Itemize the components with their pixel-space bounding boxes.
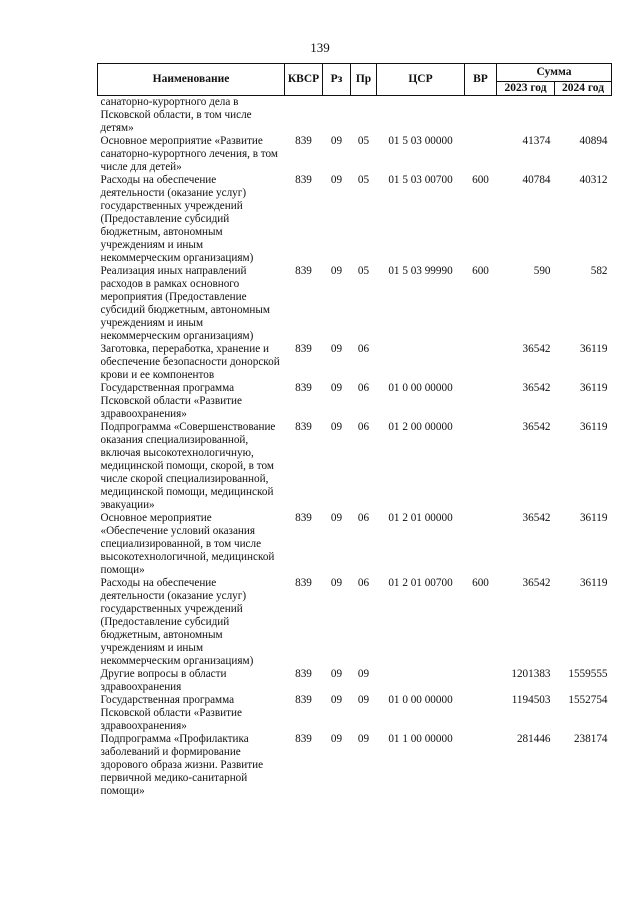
row-2024 [555, 96, 612, 136]
row-name: Заготовка, переработка, хранение и обеспечение безопасности донорской крови и ее компонентов [100, 343, 280, 381]
row-2023: 36542 [522, 421, 551, 433]
row-vr [465, 421, 497, 512]
row-2023: 40784 [522, 174, 551, 186]
table-body [98, 96, 612, 799]
row-csr: 01 5 03 00700 [388, 174, 453, 186]
header-kvsr: КВСР [285, 64, 323, 96]
row-pr: 06 [357, 382, 370, 394]
header-name: Наименование [98, 64, 285, 96]
row-rz: 09 [330, 512, 343, 524]
row-csr: 01 0 00 00000 [388, 694, 453, 706]
row-2023: 36542 [522, 577, 551, 589]
row-vr: 600 [472, 174, 489, 186]
row-2024: 1552754 [568, 694, 608, 706]
row-pr: 05 [357, 174, 370, 186]
row-kvsr: 839 [295, 421, 312, 433]
table-row [98, 421, 612, 512]
row-name: Основное мероприятие «Развитие санаторно-курортного лечения, в том числе для детей» [100, 135, 278, 173]
row-kvsr [285, 96, 323, 136]
row-2023: 1201383 [511, 668, 551, 680]
row-name: Государственная программа Псковской области «Развитие здравоохранения» [100, 382, 242, 420]
table-row [98, 343, 612, 382]
row-2024: 40312 [579, 174, 608, 186]
row-csr: 01 5 03 00000 [388, 135, 453, 147]
row-kvsr: 839 [295, 733, 312, 745]
row-vr: 600 [472, 265, 489, 277]
row-csr: 01 2 01 00700 [388, 577, 453, 589]
row-name: Подпрограмма «Профилактика заболеваний и формирование здорового образа жизни. Развитие первичной медико-санитарной помощи» [100, 733, 264, 797]
table-row [98, 382, 612, 421]
table-row [98, 512, 612, 577]
table-row [98, 694, 612, 733]
row-vr [465, 343, 497, 382]
row-rz: 09 [330, 265, 343, 277]
row-2023: 36542 [522, 512, 551, 524]
row-csr [377, 668, 465, 694]
row-vr: 600 [472, 577, 489, 589]
row-csr: 01 0 00 00000 [388, 382, 453, 394]
row-vr [465, 694, 497, 733]
row-rz: 09 [330, 668, 343, 680]
table-row [98, 668, 612, 694]
header-2024: 2024 год [555, 82, 612, 96]
row-csr: 01 2 01 00000 [388, 512, 453, 524]
row-csr [377, 343, 465, 382]
row-pr: 09 [357, 668, 370, 680]
row-kvsr: 839 [295, 174, 312, 186]
row-2024: 238174 [573, 733, 608, 745]
row-kvsr: 839 [295, 694, 312, 706]
row-rz: 09 [330, 382, 343, 394]
row-csr [377, 96, 465, 136]
row-vr [465, 135, 497, 174]
row-kvsr: 839 [295, 382, 312, 394]
table-row [98, 733, 612, 798]
header-sum: Сумма [497, 64, 612, 82]
row-2023: 41374 [522, 135, 551, 147]
row-2024: 582 [590, 265, 608, 277]
page-number: 139 [310, 40, 330, 55]
row-vr [465, 733, 497, 798]
row-csr: 01 2 00 00000 [388, 421, 453, 433]
row-2023: 1194503 [511, 694, 551, 706]
table-row [98, 265, 612, 343]
row-2024: 36119 [579, 421, 608, 433]
row-pr: 09 [357, 694, 370, 706]
row-rz: 09 [330, 577, 343, 589]
row-name: Основное мероприятие «Обеспечение условий оказания специализированной, в том числе высокотехнологичной, медицинской помощи» [100, 512, 275, 576]
row-rz [323, 96, 351, 136]
row-pr [351, 96, 377, 136]
table-row [98, 135, 612, 174]
table-row [98, 577, 612, 668]
row-name: санаторно-курортного дела в Псковской области, в том числе детям» [100, 96, 252, 134]
row-kvsr: 839 [295, 668, 312, 680]
row-rz: 09 [330, 733, 343, 745]
row-pr: 05 [357, 265, 370, 277]
budget-table [97, 63, 612, 798]
row-kvsr: 839 [295, 512, 312, 524]
row-vr [465, 512, 497, 577]
header-rz: Рз [323, 64, 351, 96]
row-2024: 1559555 [568, 668, 608, 680]
row-kvsr: 839 [295, 135, 312, 147]
header-vr: ВР [465, 64, 497, 96]
row-rz: 09 [330, 343, 343, 355]
row-name: Подпрограмма «Совершенствование оказания специализированной, включая высокотехнологичную, медицинской помощи, скорой, в том числе скорой специализированной, медицинской помощи, медицинской эвакуации» [100, 421, 276, 511]
header-2023: 2023 год [497, 82, 555, 96]
row-vr [465, 668, 497, 694]
header-pr: Пр [351, 64, 377, 96]
row-pr: 05 [357, 135, 370, 147]
row-name: Расходы на обеспечение деятельности (оказание услуг) государственных учреждений (Предоставление субсидий бюджетным, автономным учреждениям и иным некоммерческим организациям) [100, 174, 254, 264]
row-pr: 06 [357, 343, 370, 355]
row-2024: 36119 [579, 512, 608, 524]
row-2024: 36119 [579, 577, 608, 589]
row-rz: 09 [330, 135, 343, 147]
row-kvsr: 839 [295, 343, 312, 355]
row-csr: 01 5 03 99990 [388, 265, 453, 277]
row-name: Государственная программа Псковской области «Развитие здравоохранения» [100, 694, 242, 732]
header-csr: ЦСР [377, 64, 465, 96]
row-2023 [497, 96, 555, 136]
row-kvsr: 839 [295, 265, 312, 277]
row-2024: 36119 [579, 382, 608, 394]
table-row [98, 174, 612, 265]
row-vr [465, 382, 497, 421]
row-vr [465, 96, 497, 136]
row-2023: 36542 [522, 343, 551, 355]
row-2023: 590 [533, 265, 551, 277]
table-row [98, 96, 612, 136]
row-pr: 09 [357, 733, 370, 745]
row-2023: 281446 [516, 733, 551, 745]
row-name: Реализация иных направлений расходов в рамках основного мероприятия (Предоставление субсидий бюджетным, автономным учреждениям и иным некоммерческим организациям) [100, 265, 270, 342]
row-pr: 06 [357, 512, 370, 524]
row-rz: 09 [330, 694, 343, 706]
row-rz: 09 [330, 421, 343, 433]
row-pr: 06 [357, 421, 370, 433]
row-name: Другие вопросы в области здравоохранения [100, 668, 227, 693]
row-name: Расходы на обеспечение деятельности (оказание услуг) государственных учреждений (Предоставление субсидий бюджетным, автономным учреждениям и иным некоммерческим организациям) [100, 577, 254, 667]
row-2024: 36119 [579, 343, 608, 355]
row-kvsr: 839 [295, 577, 312, 589]
row-rz: 09 [330, 174, 343, 186]
row-pr: 06 [357, 577, 370, 589]
row-csr: 01 1 00 00000 [388, 733, 453, 745]
row-2023: 36542 [522, 382, 551, 394]
row-2024: 40894 [579, 135, 608, 147]
